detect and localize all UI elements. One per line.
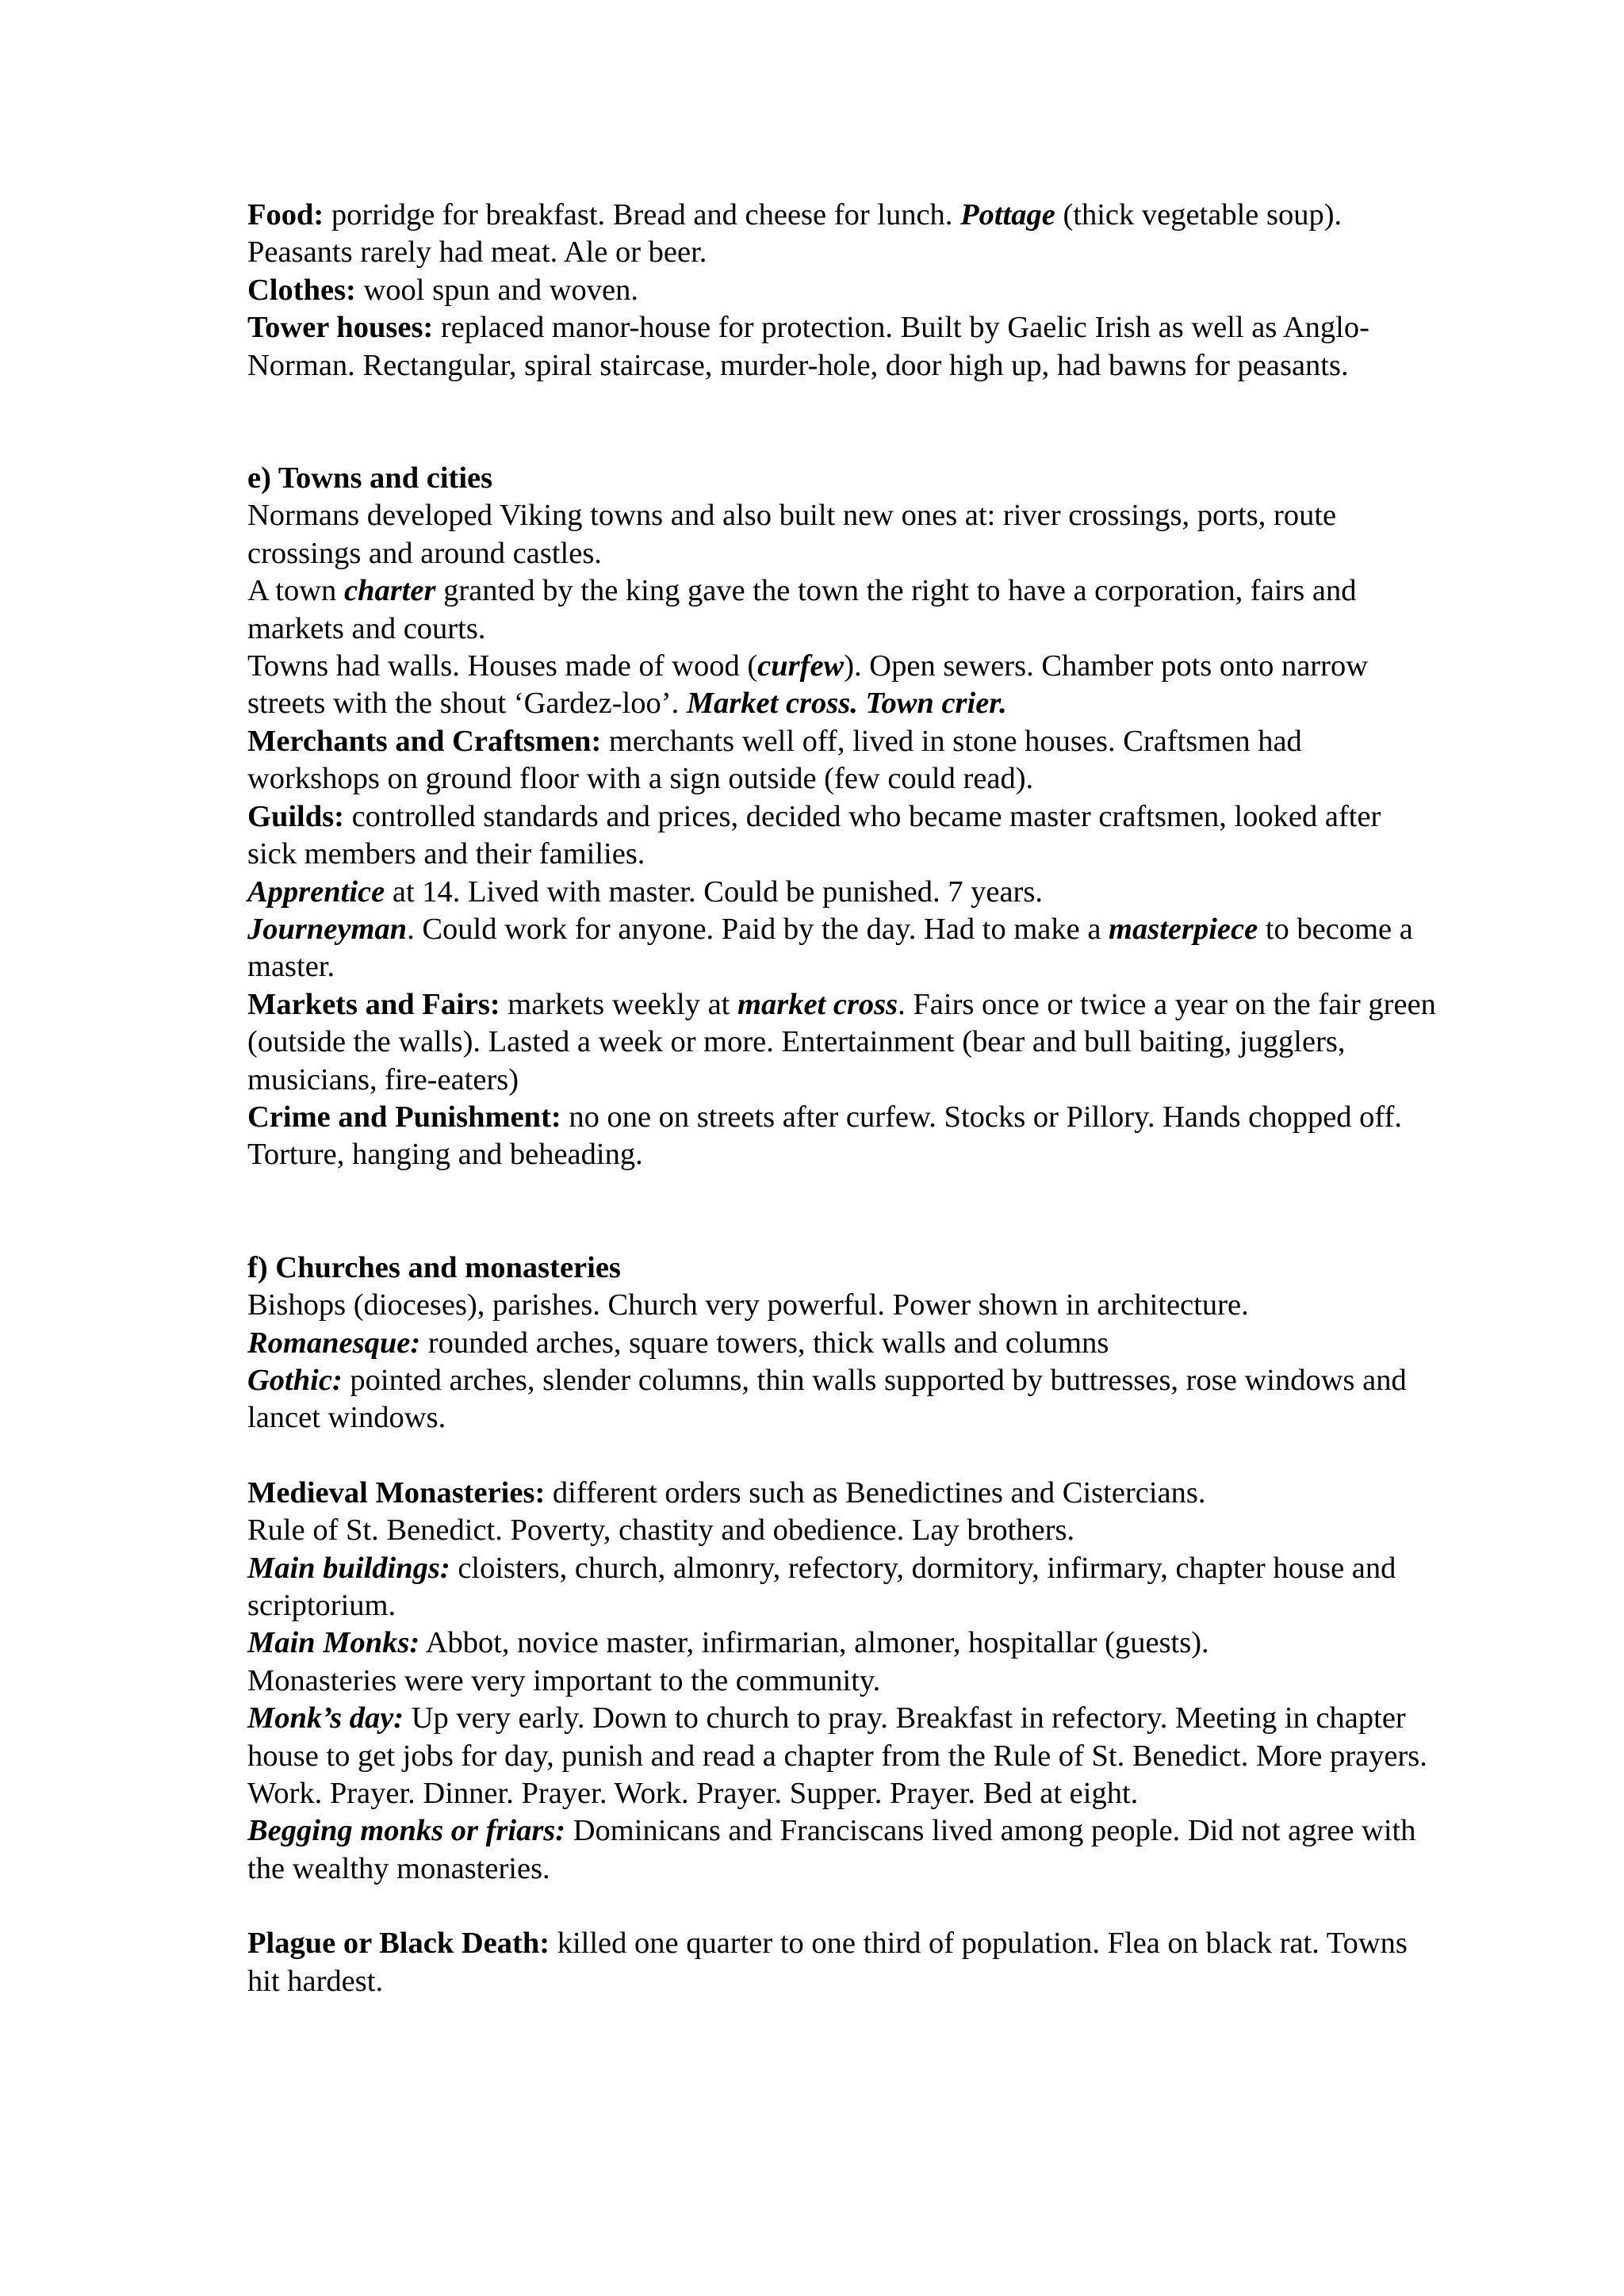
gothic-term: Gothic: [247, 1363, 343, 1397]
merchants-label: Merchants and Craftsmen: [247, 724, 602, 758]
apprentice-term: Apprentice [247, 874, 385, 909]
charter-paragraph: A town charter granted by the king gave the town the right to have a corporation, fairs and markets and courts. [247, 574, 1357, 645]
merchants-paragraph: Merchants and Craftsmen: merchants well off, lived in stone houses. Craftsmen had workshops on ground floor with a sign outside (few could read). [247, 724, 1302, 796]
guilds-label: Guilds: [247, 799, 344, 833]
apprentice-paragraph: Apprentice at 14. Lived with master. Could be punished. 7 years. [247, 874, 1043, 909]
clothes-label: Clothes: [247, 273, 356, 307]
friars-paragraph: Begging monks or friars: Dominicans and Franciscans lived among people. Did not agree with the wealthy monasteries. [247, 1814, 1416, 1885]
walls-paragraph: Towns had walls. Houses made of wood (curfew). Open sewers. Chamber pots onto narrow streets with the shout ‘Gardez-loo’. Market cross. Town crier. [247, 649, 1368, 721]
journeyman-term: Journeyman [247, 912, 408, 946]
buildings-paragraph: Main buildings: cloisters, church, almonry, refectory, dormitory, infirmary, chapter house and scriptorium. [247, 1551, 1396, 1622]
market-cross-term-2: market cross [737, 987, 898, 1021]
monasteries-paragraph: Medieval Monasteries: different orders such as Benedictines and Cistercians. [247, 1475, 1206, 1510]
buildings-term: Main buildings: [247, 1551, 450, 1585]
towns-intro: Normans developed Viking towns and also built new ones at: river crossings, ports, route crossings and around castles. [247, 499, 1337, 570]
importance-paragraph: Monasteries were very important to the community. [247, 1663, 881, 1697]
spacer [247, 1437, 1437, 1475]
towns-heading: e) Towns and cities [247, 461, 493, 496]
plague-label: Plague or Black Death: [247, 1927, 550, 1961]
gothic-paragraph: Gothic: pointed arches, slender columns, thin walls supported by buttresses, rose windows and lancet windows. [247, 1363, 1407, 1435]
friars-term: Begging monks or friars: [247, 1814, 566, 1848]
masterpiece-term: masterpiece [1109, 912, 1258, 946]
plague-paragraph: Plague or Black Death: killed one quarter to one third of population. Flea on black rat. Towns hit hardest. [247, 1927, 1408, 1998]
guilds-paragraph: Guilds: controlled standards and prices, decided who became master craftsmen, looked after sick members and their families. [247, 799, 1381, 871]
crime-paragraph: Crime and Punishment: no one on streets after curfew. Stocks or Pillory. Hands chopped off. Torture, hanging and beheading. [247, 1100, 1402, 1172]
curfew-term: curfew [757, 649, 845, 683]
spacer [247, 1174, 1437, 1249]
tower-houses-label: Tower houses: [247, 311, 434, 345]
food-paragraph: Food: porridge for breakfast. Bread and cheese for lunch. Pottage (thick vegetable soup). Peasants rarely had meat. Ale or beer. [247, 198, 1342, 270]
pottage-term: Pottage [960, 198, 1055, 232]
food-label: Food: [247, 198, 324, 232]
monks-day-paragraph: Monk’s day: Up very early. Down to church to pray. Breakfast in refectory. Meeting in chapter house to get jobs for day, punish and read a chapter from the Rule of St. Benedict. More prayers. Work. Prayer. Dinner. Prayer. Work. Prayer. Supper. Prayer. Bed at eight. [247, 1701, 1427, 1811]
charter-term: charter [343, 574, 436, 608]
clothes-paragraph: Clothes: wool spun and woven. [247, 273, 638, 307]
journeyman-paragraph: Journeyman. Could work for anyone. Paid by the day. Had to make a masterpiece to become a master. [247, 912, 1413, 984]
tower-houses-paragraph: Tower houses: replaced manor-house for protection. Built by Gaelic Irish as well as Anglo-Norman. Rectangular, spiral staircase, murder-hole, door high up, had bawns for peasants. [247, 311, 1369, 382]
markets-label: Markets and Fairs: [247, 987, 500, 1021]
romanesque-term: Romanesque: [247, 1326, 421, 1360]
market-cross-term: Market cross. Town crier. [686, 687, 1007, 721]
monasteries-label: Medieval Monasteries: [247, 1475, 546, 1510]
churches-heading: f) Churches and monasteries [247, 1250, 621, 1284]
monks-term: Main Monks: [247, 1626, 420, 1660]
monks-day-term: Monk’s day: [247, 1701, 404, 1735]
spacer [247, 1888, 1437, 1925]
crime-label: Crime and Punishment: [247, 1100, 561, 1134]
markets-paragraph: Markets and Fairs: markets weekly at market cross. Fairs once or twice a year on the fair green (outside the walls). Lasted a week or more. Entertainment (bear and bull baiting, jugglers, musicians, fire-eaters) [247, 987, 1436, 1096]
churches-intro: Bishops (dioceses), parishes. Church very powerful. Power shown in architecture. [247, 1288, 1249, 1322]
spacer [247, 385, 1437, 460]
document-page [247, 197, 1437, 2000]
rule-paragraph: Rule of St. Benedict. Poverty, chastity and obedience. Lay brothers. [247, 1513, 1075, 1548]
monks-paragraph: Main Monks: Abbot, novice master, infirmarian, almoner, hospitallar (guests). [247, 1626, 1209, 1660]
romanesque-paragraph: Romanesque: rounded arches, square towers, thick walls and columns [247, 1326, 1109, 1360]
